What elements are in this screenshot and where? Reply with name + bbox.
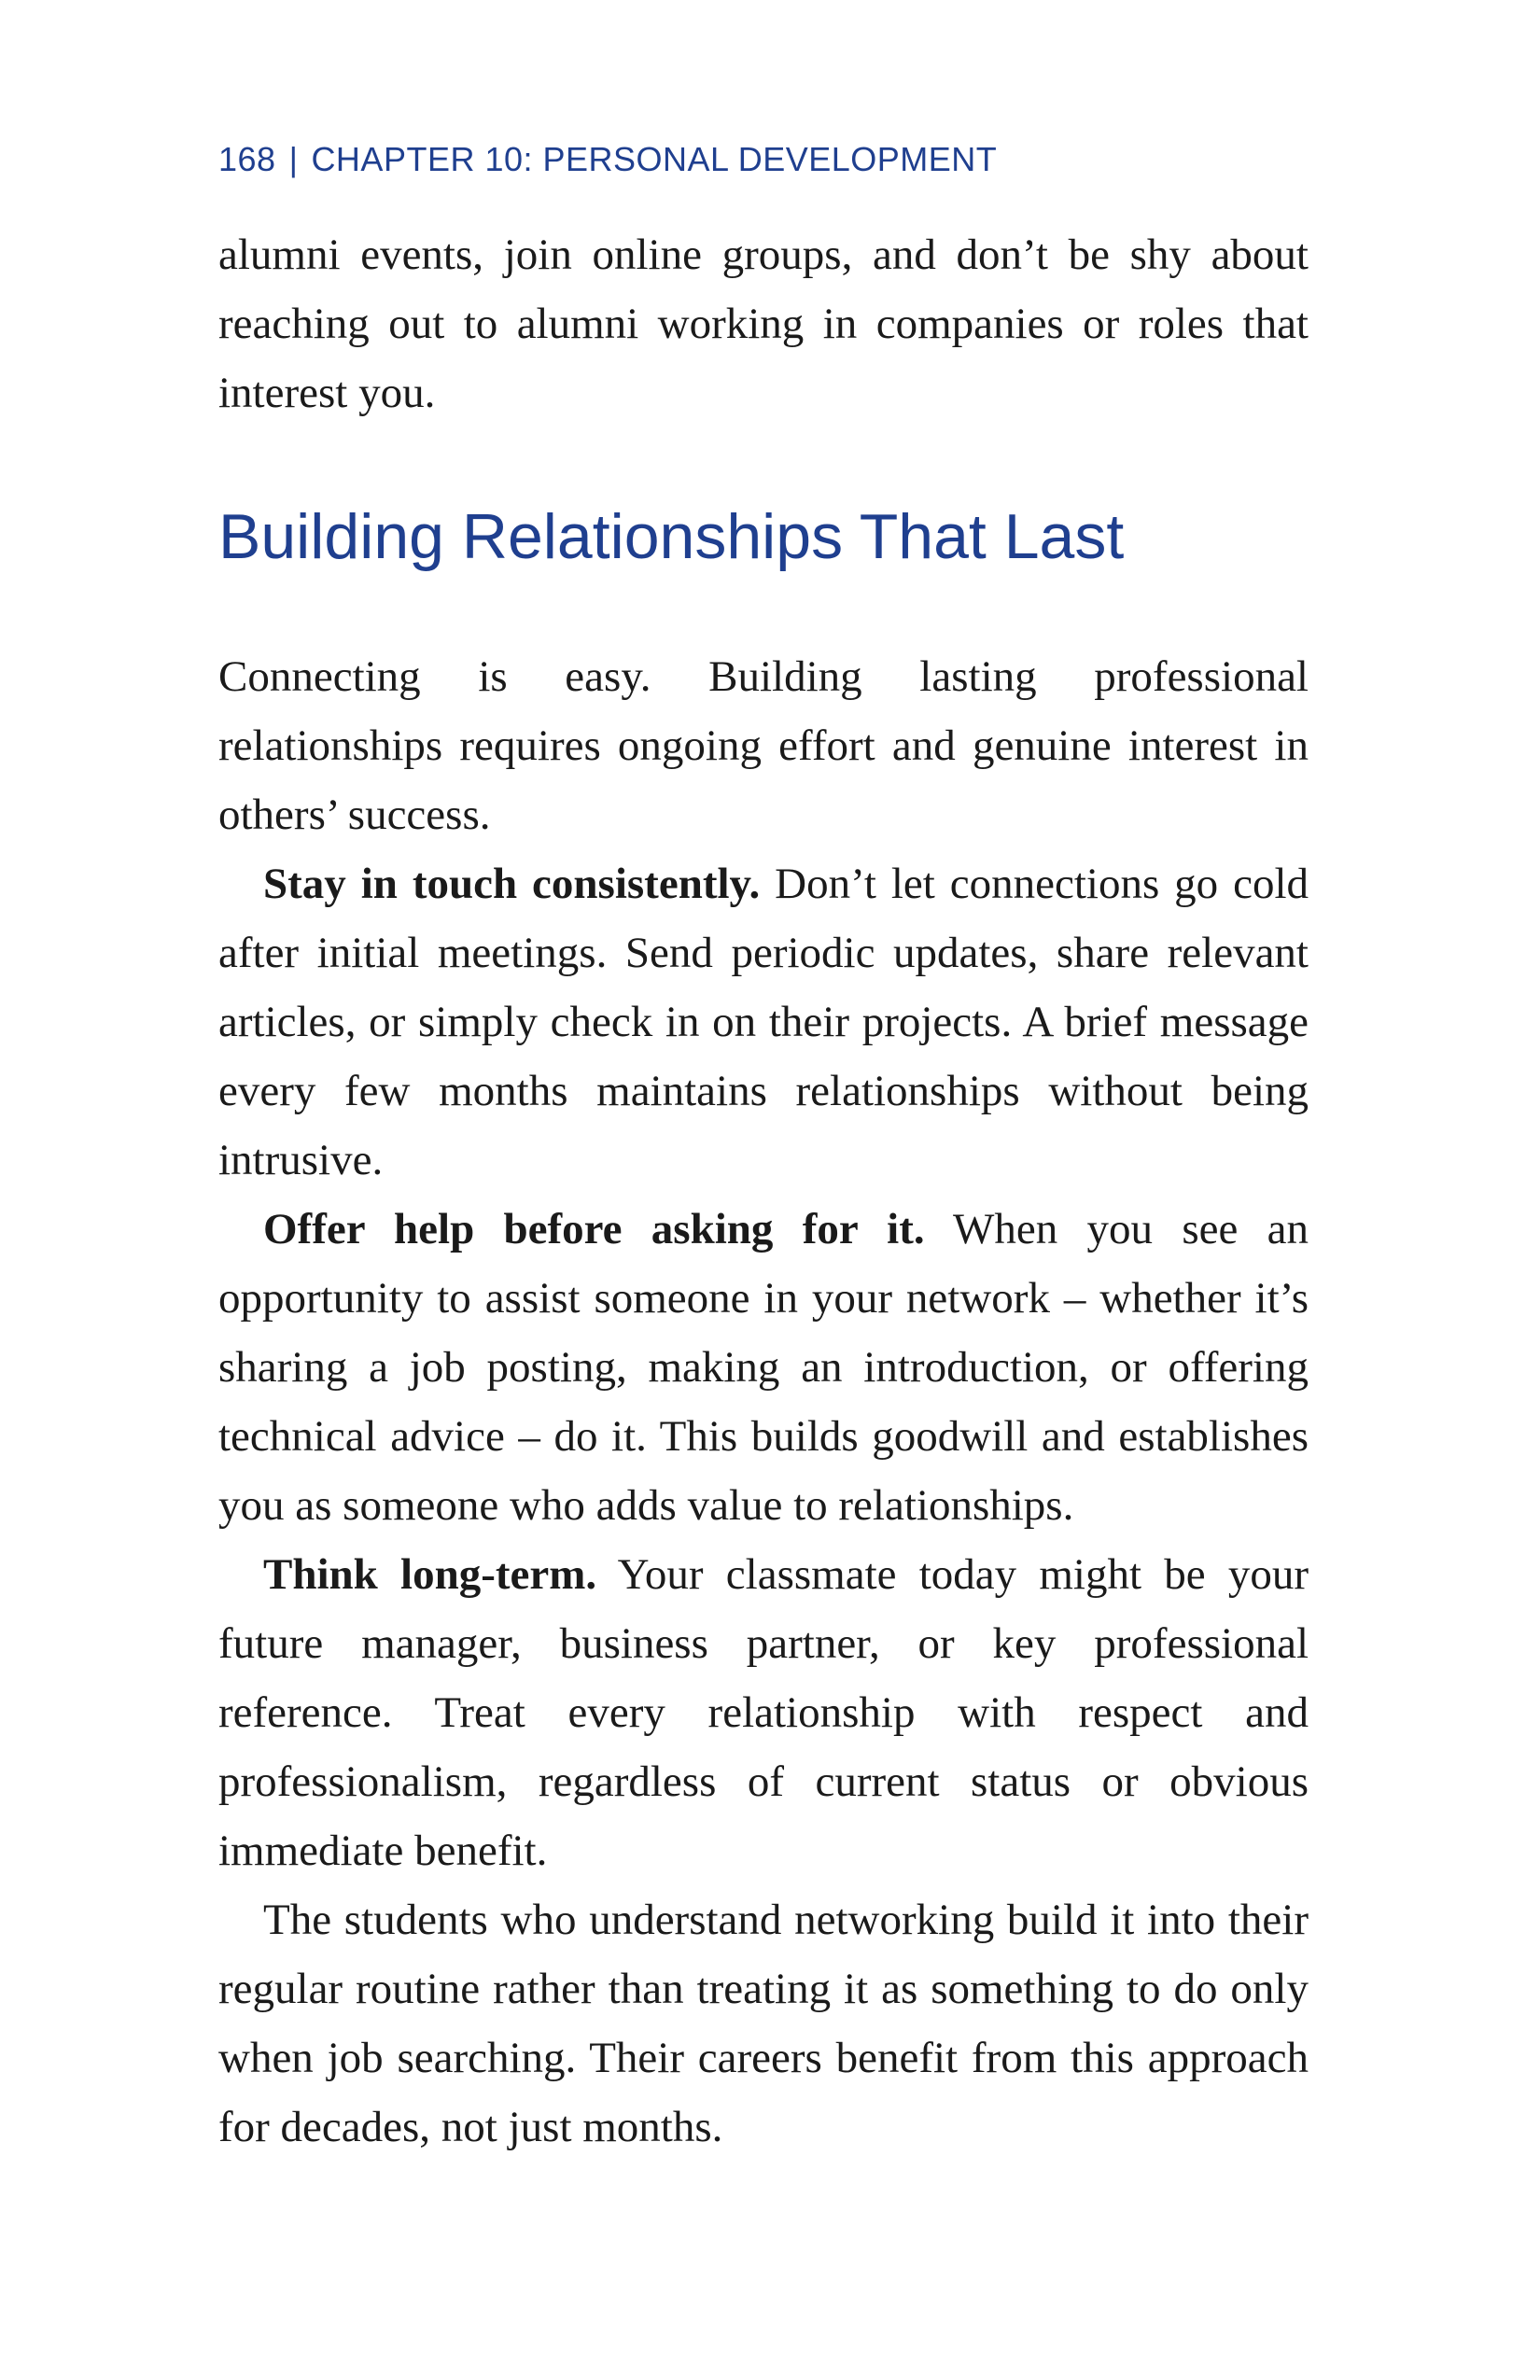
tip-lead: Offer help before asking for it. [263, 1205, 925, 1253]
tip-paragraph-stay-in-touch [218, 849, 1309, 1195]
page-number: 168 [218, 140, 276, 178]
chapter-title: CHAPTER 10: PERSONAL DEVELOPMENT [311, 140, 998, 178]
intro-continuation-paragraph: alumni events, join online groups, and don’t be shy about reaching out to alumni working in companies or roles that interest you. [218, 231, 1309, 417]
tip-text: Your classmate today might be your future manager, business partner, or key professional reference. Treat every relationship with respect and professionalism, regardless of current status or obvious immediate benefit. [218, 1550, 1309, 1875]
tip-paragraph-offer-help [218, 1195, 1309, 1540]
section-body [218, 642, 1309, 2162]
tip-paragraph-think-long-term [218, 1540, 1309, 1885]
tip-text: When you see an opportunity to assist someone in your network – whether it’s sharing a job posting, making an introduction, or offering technical advice – do it. This builds goodwill and establishes you as someone who adds value to relationships. [218, 1205, 1309, 1530]
running-head [218, 140, 997, 179]
opening-paragraph: Connecting is easy. Building lasting professional relationships requires ongoing effort and genuine interest in others’ success. [218, 652, 1309, 839]
tip-lead: Think long-term. [263, 1550, 597, 1599]
closing-paragraph: The students who understand networking build it into their regular routine rather than treating it as something to do only when job searching. Their careers benefit from this approach for decades, not just months. [218, 1896, 1309, 2151]
running-head-separator: | [288, 140, 299, 178]
section-heading: Building Relationships That Last [218, 501, 1125, 572]
tip-text: Don’t let connections go cold after initial meetings. Send periodic updates, share relevant articles, or simply check in on their projects. A brief message every few months maintains relationships without being intrusive. [218, 860, 1309, 1184]
tip-lead: Stay in touch consistently. [263, 860, 761, 908]
book-page [218, 0, 1309, 2380]
